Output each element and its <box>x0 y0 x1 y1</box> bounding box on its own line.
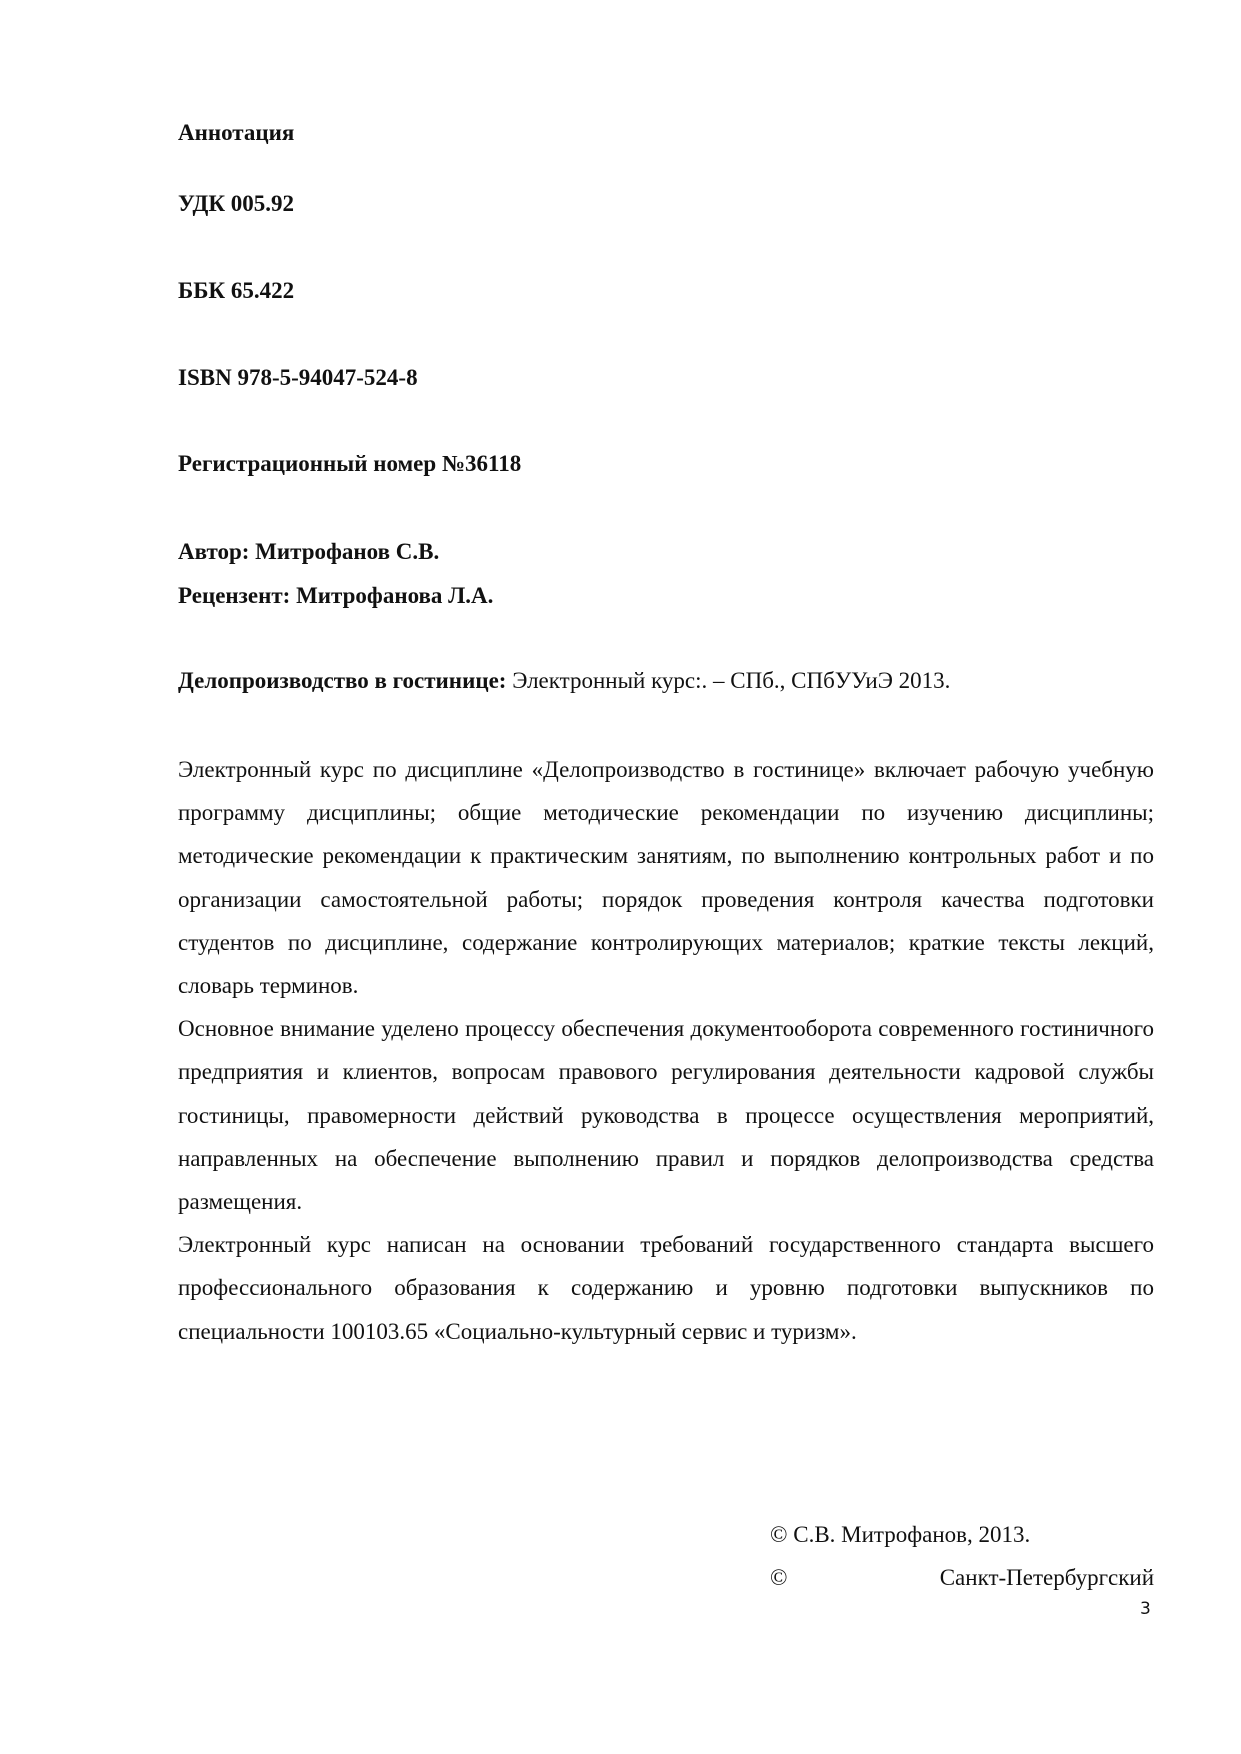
citation-line <box>178 666 950 696</box>
reviewer-label: Рецензент: <box>178 583 291 608</box>
page-number: 3 <box>1140 1599 1151 1619</box>
citation-title: Делопроизводство в гостинице: <box>178 668 507 693</box>
isbn-code: ISBN 978-5-94047-524-8 <box>178 365 418 390</box>
author-name: Митрофанов С.В. <box>255 539 440 564</box>
copyright-symbol: © <box>770 1565 788 1590</box>
abstract-paragraph-2: Основное внимание уделено процессу обеспечения документооборота современного гостиничного предприятия и клиентов, вопросам правового регулирования деятельности кадровой службы гостиницы, правомерности действий руководства в процессе осуществления мероприятий, направленных на обеспечение выполнению правил и порядков делопроизводства средства размещения. <box>178 1016 1154 1215</box>
copyright-author: © С.В. Митрофанов, 2013. <box>770 1522 1031 1547</box>
copyright-institution <box>770 1563 1154 1593</box>
udk-code: УДК 005.92 <box>178 191 295 216</box>
citation-details: Электронный курс:. – СПб., СПбУУиЭ 2013. <box>512 668 951 693</box>
registration-number: Регистрационный номер №36118 <box>178 451 522 476</box>
reviewer-name: Митрофанова Л.А. <box>296 583 494 608</box>
abstract-text <box>178 748 1154 1353</box>
bbk-code: ББК 65.422 <box>178 278 295 303</box>
copyright-institution-name: Санкт-Петербургский <box>939 1565 1154 1590</box>
reviewer-line <box>178 581 493 611</box>
annotation-heading: Аннотация <box>178 120 295 145</box>
abstract-paragraph-1: Электронный курс по дисциплине «Делопроизводство в гостинице» включает рабочую учебную программу дисциплины; общие методические рекомендации по изучению дисциплины; методические рекомендации к практическим занятиям, по выполнению контрольных работ и по организации самостоятельной работы; порядок проведения контроля качества подготовки студентов по дисциплине, содержание контролирующих материалов; краткие тексты лекций, словарь терминов. <box>178 757 1154 999</box>
abstract-paragraph-3: Электронный курс написан на основании требований государственного стандарта высшего профессионального образования к содержанию и уровню подготовки выпускников по специальности 100103.65 «Социально-культурный сервис и туризм». <box>178 1232 1154 1344</box>
author-line <box>178 537 439 567</box>
author-label: Автор: <box>178 539 250 564</box>
